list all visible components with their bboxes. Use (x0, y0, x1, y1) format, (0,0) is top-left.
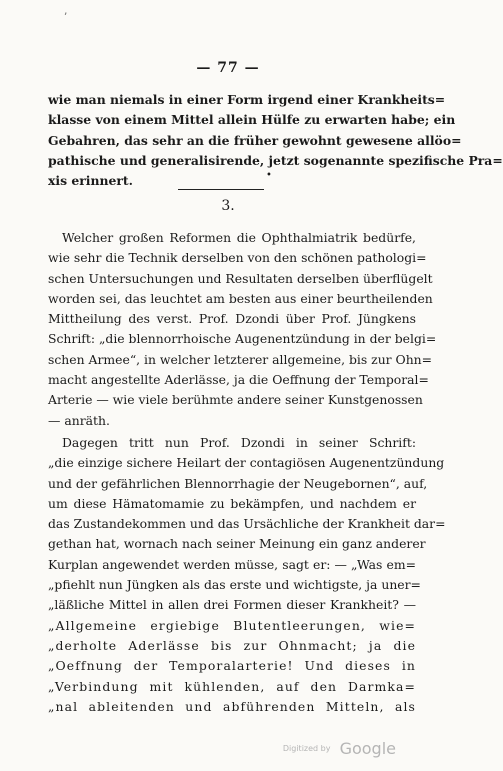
text-line: das Zustandekommen und das Ursächliche der Krankheit dar= (48, 516, 446, 532)
corner-mark: ’ (64, 12, 68, 23)
text-line: „Verbindung mit kühlenden, auf den Darmka= (48, 678, 416, 694)
section-divider (178, 189, 264, 190)
google-logo: Google (339, 739, 396, 758)
digitized-by-google (283, 738, 396, 758)
text-line: wie man niemals in einer Form irgend einer Krankheits= (48, 92, 446, 107)
text-line: „nal ableitenden und abführenden Mitteln, als (48, 698, 416, 714)
text-line: Kurplan angewendet werden müsse, sagt er: — „Was em= (48, 556, 416, 572)
text-line: und der gefährlichen Blennorrhagie der Neugebornen“, auf, (48, 475, 428, 491)
paragraph-1 (48, 90, 503, 191)
text-line: Arterie — wie viele berühmte andere seiner Kunstgenossen (48, 392, 423, 408)
text-line: xis erinnert. (48, 173, 133, 189)
text-line: Schrift: „die blennorrhoische Augenentzündung in der belgi= (48, 331, 437, 347)
text-line: Welcher großen Reformen die Ophthalmiatrik bedürfe, (62, 230, 416, 245)
dot-mark: • (266, 170, 272, 181)
text-line: pathische und generalisirende, jetzt sogenannte spezifische Pra= (48, 152, 503, 168)
text-line: macht angestellte Aderlässe, ja die Oeffnung der Temporal= (48, 372, 429, 388)
text-line: wie sehr die Technik derselben von den schönen pathologi= (48, 250, 427, 266)
digitized-label: Digitized by (282, 744, 331, 753)
text-line: „derholte Aderlässe bis zur Ohnmacht; ja die (48, 637, 416, 653)
text-line: „die einzige sichere Heilart der contagiösen Augenentzündung (48, 455, 445, 471)
section-number: 3. (221, 198, 235, 214)
text-line: „pfiehlt nun Jüngken als das erste und wichtigste, ja uner= (48, 577, 421, 593)
text-line: „läßliche Mittel in allen drei Formen dieser Krankheit? — (48, 597, 416, 613)
text-line: um diese Hämatomamie zu bekämpfen, und nachdem er (48, 495, 416, 511)
text-line: schen Armee“, in welcher letzterer allgemeine, bis zur Ohn= (48, 351, 433, 367)
text-line: „Oeffnung der Temporalarterie! Und dieses in (48, 658, 416, 674)
text-line: Mittheilung des verst. Prof. Dzondi über Prof. Jüngkens (48, 311, 416, 327)
page-number: — 77 — (196, 60, 260, 76)
text-line: Dagegen tritt nun Prof. Dzondi in seiner Schrift: (62, 435, 416, 450)
text-line: „Allgemeine ergiebige Blutentleerungen, wie= (48, 617, 416, 633)
text-line: worden sei, das leuchtet am besten aus einer beurtheilenden (48, 290, 433, 306)
paragraph-3 (48, 433, 446, 717)
text-line: gethan hat, wornach nach seiner Meinung ein ganz anderer (48, 536, 426, 552)
paragraph-2 (48, 228, 437, 431)
text-line: schen Untersuchungen und Resultaten derselben überflügelt (48, 270, 433, 286)
text-line: — anräth. (48, 412, 110, 428)
text-line: Gebahren, das sehr an die früher gewohnt gewesene allöo= (48, 132, 462, 148)
text-line: klasse von einem Mittel allein Hülfe zu erwarten habe; ein (48, 112, 456, 128)
